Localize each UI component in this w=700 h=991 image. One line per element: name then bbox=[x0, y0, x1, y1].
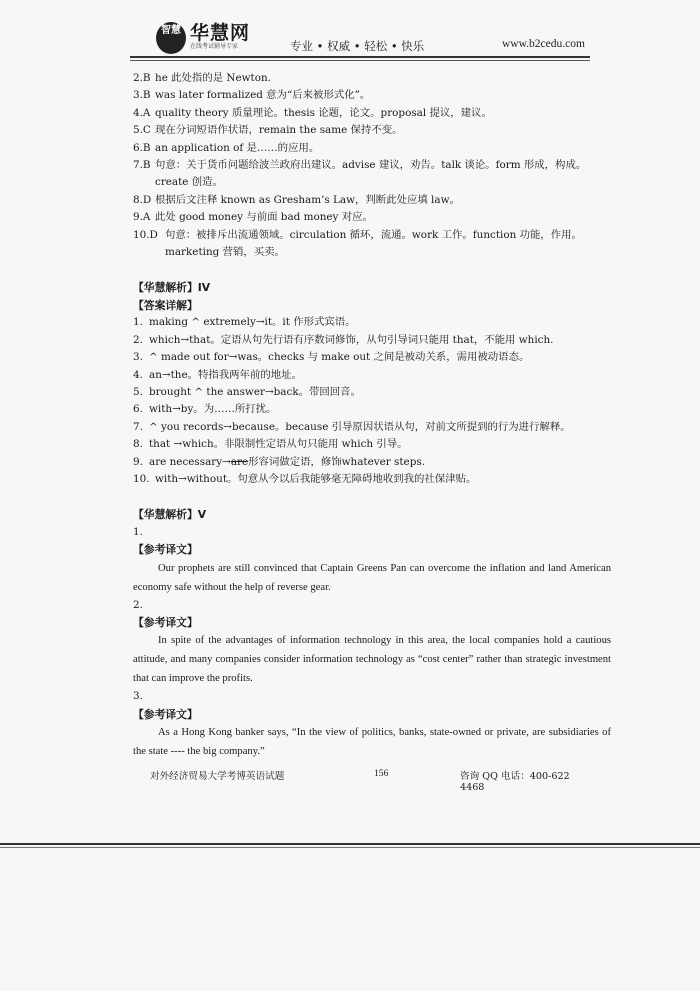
answer-number: 6.B bbox=[133, 141, 151, 154]
correction-item bbox=[133, 436, 611, 453]
answer-number: 8.D bbox=[133, 193, 152, 206]
correction-number: 7. bbox=[133, 420, 143, 433]
correction-number: 6. bbox=[133, 403, 143, 416]
answer-number: 2.B bbox=[133, 72, 151, 84]
bottom-divider bbox=[0, 843, 700, 845]
correction-text: ^ you records→because。because 引导原因状语从句，对前文所提到的行为进行解释。 bbox=[149, 420, 571, 433]
translation-number: 1. bbox=[133, 525, 143, 538]
header-slogan: 专业 • 权威 • 轻松 • 快乐 bbox=[290, 39, 425, 53]
correction-number: 9. bbox=[133, 455, 143, 468]
answer-number: 7.B bbox=[133, 159, 151, 172]
translation-paragraph: As a Hong Kong banker says, “In the view of politics, banks, state-owned or private, are subsidiaries of the state ---- the big company.” bbox=[133, 727, 611, 758]
correction-item bbox=[133, 314, 611, 331]
logo-name: 华慧网 bbox=[190, 22, 251, 44]
correction-item bbox=[133, 384, 611, 401]
bottom-divider-thin bbox=[0, 847, 700, 848]
footer-title: 对外经济贸易大学考博英语试题 bbox=[150, 771, 285, 782]
answer-number: 9.A bbox=[133, 211, 151, 224]
header-divider bbox=[130, 56, 590, 58]
answer-number: 4.A bbox=[133, 106, 151, 119]
correction-text: are necessary→are形容词做定语，修饰whatever steps. bbox=[149, 455, 425, 468]
answer-item bbox=[133, 70, 611, 87]
correction-item bbox=[133, 401, 611, 418]
correction-text: that →which。非限制性定语从句只能用 which 引导。 bbox=[149, 438, 408, 451]
correction-number: 10. bbox=[133, 472, 150, 485]
answer-item bbox=[133, 105, 611, 122]
correction-item bbox=[133, 367, 611, 384]
answer-text: quality theory 质量理论。thesis 论题，论文。proposal 提议，建议。 bbox=[155, 106, 492, 119]
answer-number: 5.C bbox=[133, 124, 151, 137]
correction-item bbox=[133, 349, 611, 366]
answer-item bbox=[133, 209, 611, 226]
translation-label: 【参考译文】 bbox=[133, 615, 198, 629]
translation-number: 2. bbox=[133, 598, 143, 611]
answer-item bbox=[133, 87, 611, 104]
correction-number: 1. bbox=[133, 316, 143, 329]
correction-item bbox=[133, 454, 611, 471]
answer-text: was later formalized 意为“后来被形式化”。 bbox=[155, 89, 371, 102]
answer-text: an application of 是……的应用。 bbox=[155, 141, 320, 154]
answer-item bbox=[133, 157, 611, 192]
logo-seal-icon: 智慧 bbox=[156, 22, 186, 54]
translation-paragraph: Our prophets are still convinced that Captain Greens Pan can overcome the inflation and land American economy safe without the help of reverse gear. bbox=[133, 562, 611, 593]
struck-word: are bbox=[230, 455, 249, 468]
correction-number: 4. bbox=[133, 368, 143, 381]
answer-item bbox=[133, 227, 611, 262]
section-iv-heading: 【华慧解析】IV bbox=[133, 281, 211, 295]
page-header bbox=[148, 8, 588, 58]
answer-number: 10.D bbox=[133, 228, 158, 241]
header-divider-thin bbox=[130, 60, 590, 61]
correction-item bbox=[133, 419, 611, 436]
answer-text: 此处 good money 与前面 bad money 对应。 bbox=[155, 211, 373, 224]
answer-item bbox=[133, 140, 611, 157]
correction-number: 5. bbox=[133, 385, 143, 398]
answer-text: 现在分词短语作状语，remain the same 保持不变。 bbox=[155, 124, 403, 137]
correction-text: brought ^ the answer→back。带回回音。 bbox=[149, 385, 361, 398]
section-iv-subheading: 【答案详解】 bbox=[133, 298, 198, 312]
correction-text: ^ made out for→was。checks 与 make out 之间是被动关系，需用被动语态。 bbox=[149, 351, 530, 364]
correction-number: 2. bbox=[133, 333, 143, 346]
translation-paragraph: In spite of the advantages of information technology in this area, the local companies hold a cautious attitude, and many companies consider information technology as “cost center” rather than strategic investment that can improve the profits. bbox=[133, 635, 611, 685]
answer-item bbox=[133, 192, 611, 209]
correction-item bbox=[133, 471, 611, 488]
header-website[interactable]: www.b2cedu.com bbox=[502, 38, 585, 50]
main-content bbox=[133, 70, 611, 761]
answer-number: 3.B bbox=[133, 89, 151, 102]
translation-number: 3. bbox=[133, 690, 143, 703]
answer-text: 句意：关于货币问题给波兰政府出建议。advise 建议，劝告。talk 谈论。form 形成，构成。create 创造。 bbox=[155, 159, 587, 189]
answer-text: he 此处指的是 Newton. bbox=[155, 72, 271, 84]
logo-subtitle: 在线考试辅导专家 bbox=[190, 43, 239, 50]
translation-label: 【参考译文】 bbox=[133, 707, 198, 721]
correction-text: making ^ extremely→it。it 作形式宾语。 bbox=[149, 316, 356, 329]
correction-text: an→the。特指我两年前的地址。 bbox=[149, 368, 302, 381]
correction-text: with→by。为……所打扰。 bbox=[149, 403, 277, 416]
answer-text: 根据后文注释 known as Gresham’s Law，判断此处应填 law。 bbox=[155, 193, 460, 206]
page-number: 156 bbox=[374, 768, 389, 779]
answer-text: 句意：被排斥出流通领域。circulation 循环，流通。work 工作。function 功能，作用。marketing 营销，买卖。 bbox=[165, 228, 582, 259]
section-v-heading: 【华慧解析】V bbox=[133, 508, 207, 522]
translation-label: 【参考译文】 bbox=[133, 543, 198, 557]
correction-text: with→without。句意从今以后我能够毫无障碍地收到我的社保津贴。 bbox=[155, 472, 477, 485]
correction-number: 3. bbox=[133, 351, 143, 364]
correction-item bbox=[133, 332, 611, 349]
correction-text: which→that。定语从句先行语有序数词修饰，从句引导词只能用 that，不能用 which. bbox=[149, 333, 554, 346]
correction-number: 8. bbox=[133, 438, 143, 451]
answer-item bbox=[133, 122, 611, 139]
footer-contact: 咨询 QQ 电话：400-622 4468 bbox=[460, 771, 570, 793]
